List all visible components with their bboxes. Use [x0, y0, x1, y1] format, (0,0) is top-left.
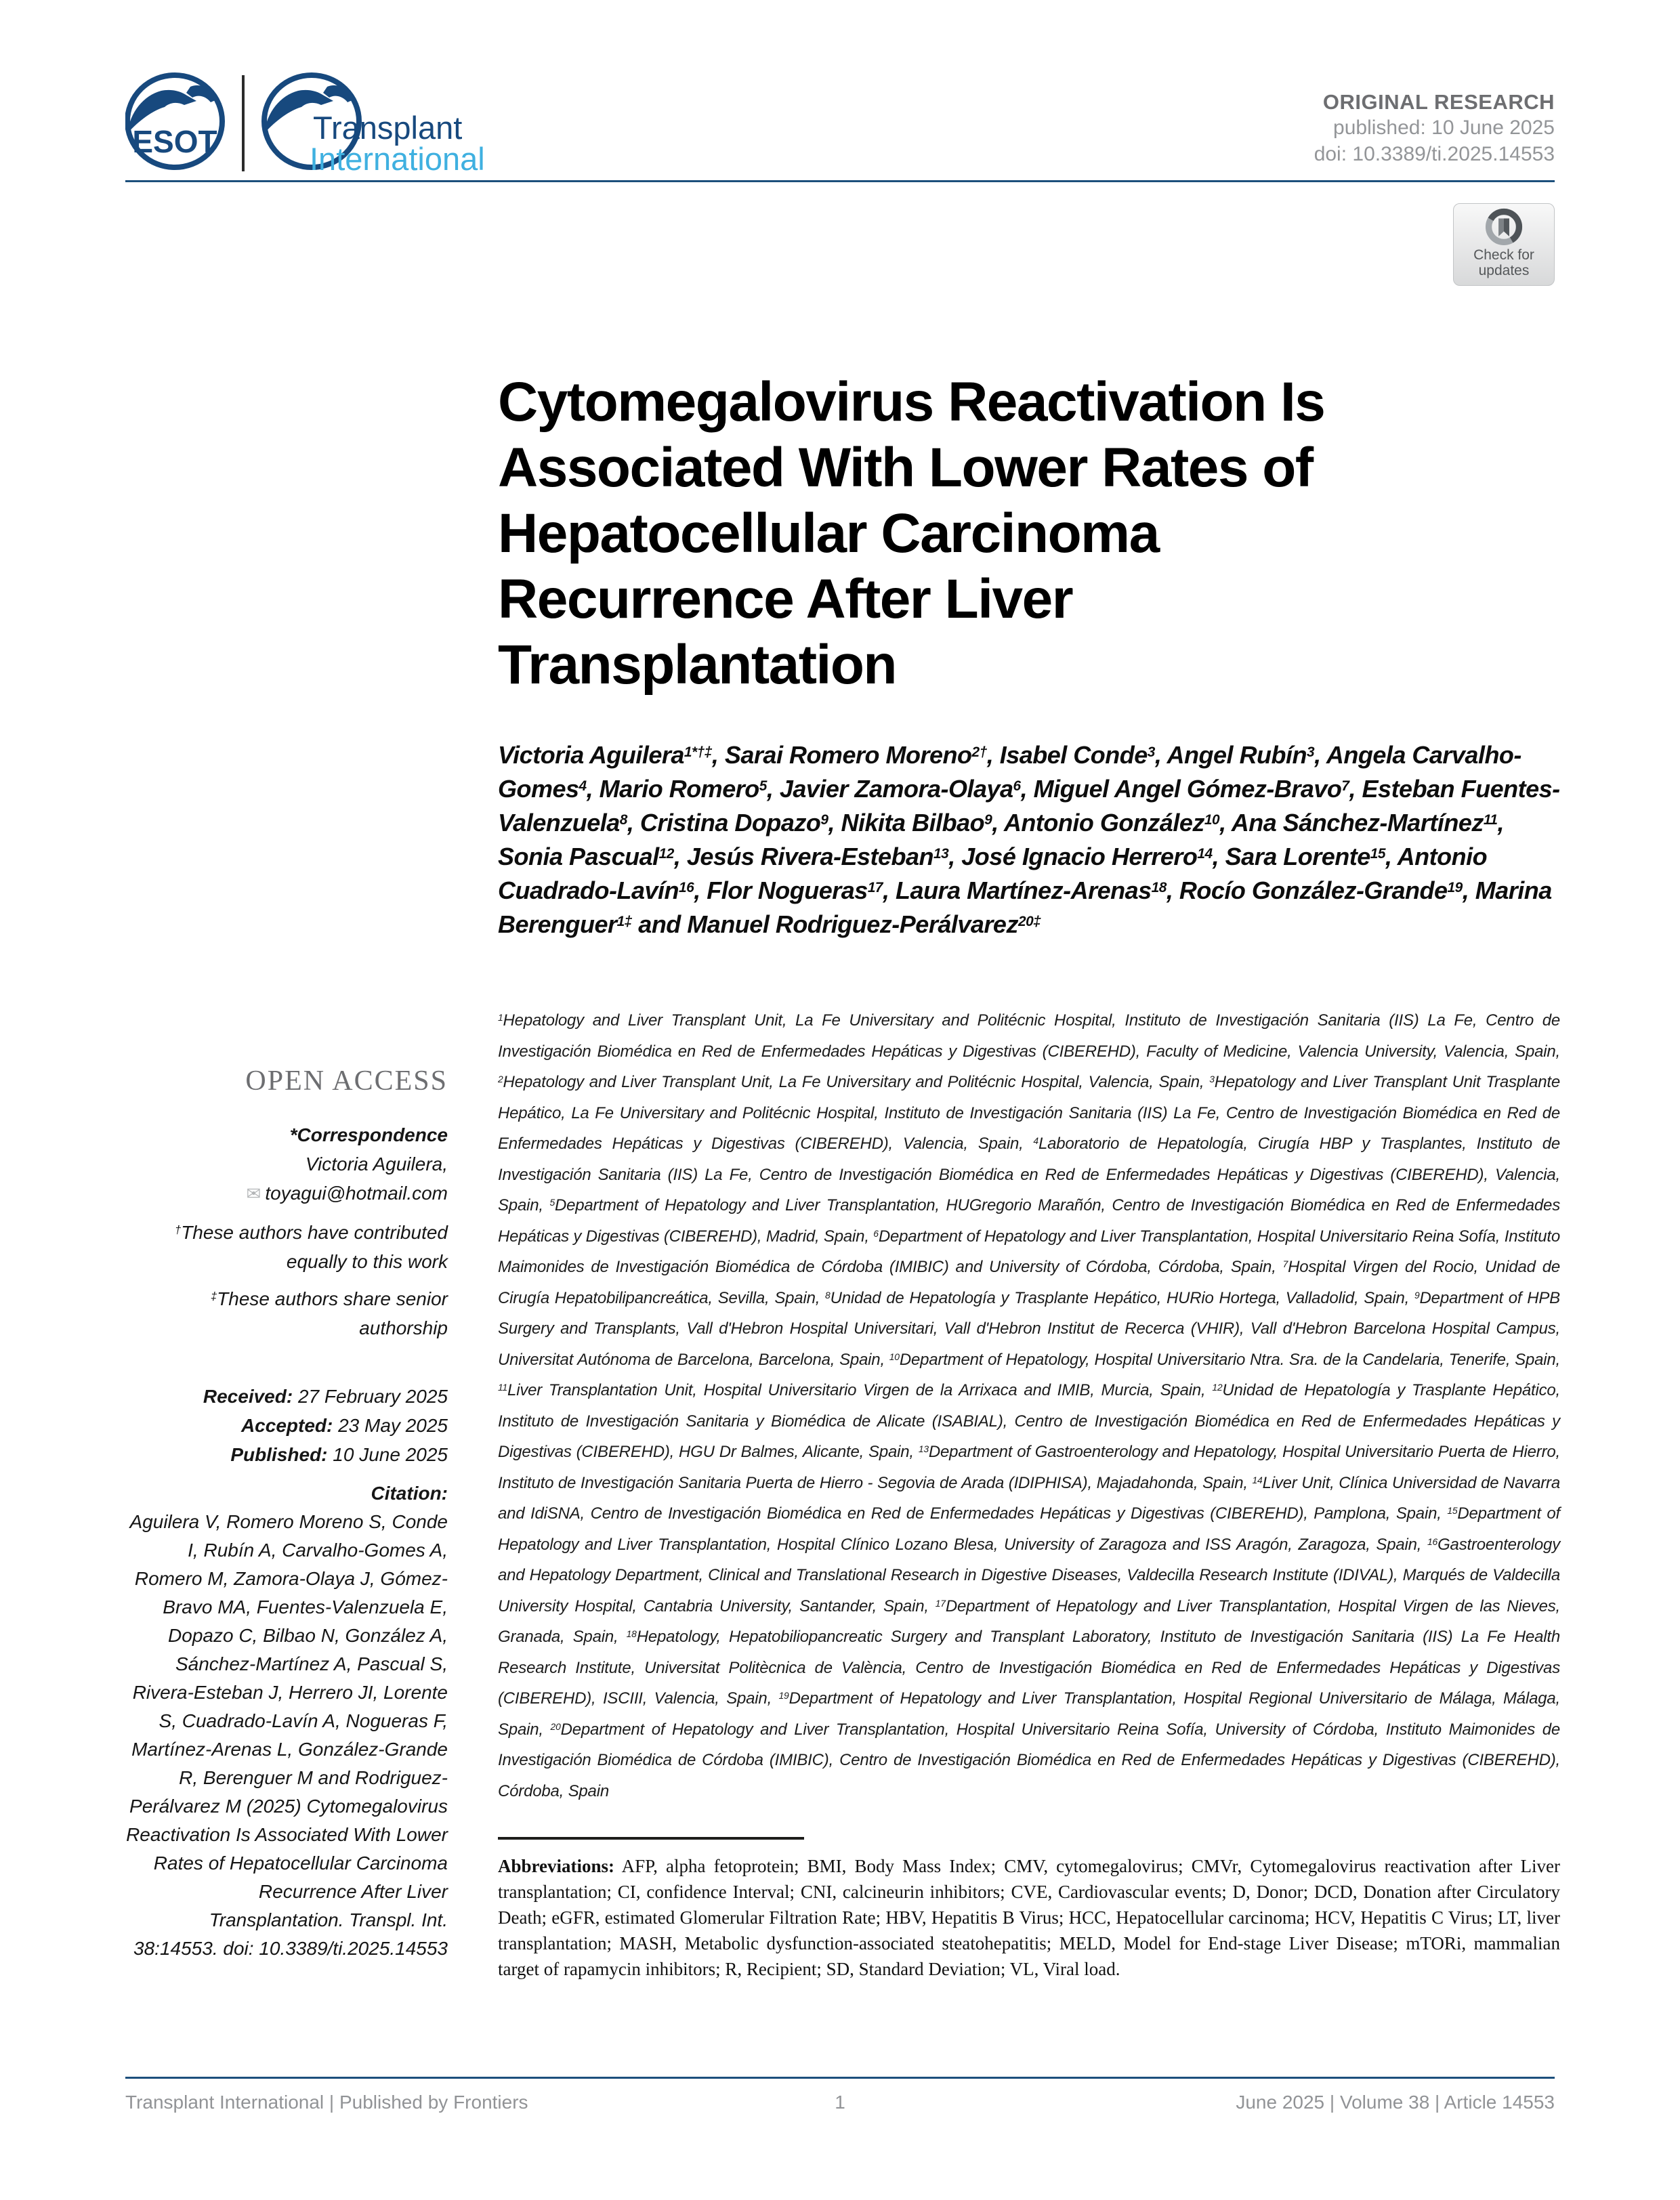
- correspondence-name: Victoria Aguilera,: [305, 1154, 448, 1175]
- article-type-label: ORIGINAL RESEARCH: [1322, 90, 1555, 114]
- check-for-updates-badge[interactable]: [1453, 203, 1555, 286]
- article-title: Cytomegalovirus Reactivation Is Associated With Lower Rates of Hepatocellular Carcinoma Recurrence After Liver Transplantation: [498, 371, 1325, 696]
- check-updates-label: Check for updates: [1473, 247, 1534, 278]
- page-number: 1: [835, 2092, 845, 2113]
- footer-journal: Transplant International | Published by Frontiers: [125, 2092, 528, 2113]
- history-dates-block: [125, 1382, 448, 1469]
- footnote-rule: [498, 1837, 804, 1840]
- senior-authorship-note: ‡These authors share senior authorship: [211, 1288, 448, 1338]
- abbreviations-block: [498, 1837, 1560, 1982]
- citation-text: Aguilera V, Romero Moreno S, Conde I, Rubín A, Carvalho-Gomes A, Romero M, Zamora-Olaya J, Gómez-Bravo MA, Fuentes-Valenzuela E, Dopazo C, Bilbao N, González A, Sánchez-Martínez A, Pascual S, Rivera-Esteban J, Herrero JI, Lorente S, Cuadrado-Lavín A, Nogueras F, Martínez-Arenas L, González-Grande R, Berenguer M and Rodriguez-Perálvarez M (2025) Cytomegalovirus Reactivation Is Associated With Lower Rates of Hepatocellular Carcinoma Recurrence After Liver Transplantation. Transpl. Int. 38:14553. doi: 10.3389/ti.2025.14553: [126, 1511, 448, 1959]
- article-meta-block: [1314, 90, 1555, 167]
- published-date-side: Published: 10 June 2025: [230, 1444, 448, 1465]
- open-access-label: OPEN ACCESS: [245, 1065, 448, 1097]
- correspondence-email[interactable]: toyagui@hotmail.com: [265, 1183, 448, 1204]
- doi-text: doi: 10.3389/ti.2025.14553: [1314, 143, 1555, 165]
- footer-rule: [125, 2077, 1555, 2079]
- citation-block: [125, 1479, 448, 1963]
- journal-name-line1: Transplant: [313, 110, 463, 146]
- affiliations: $^1$Hepatology and Liver Transplant Unit, La Fe Universitary and Politécnic Hospital, Instituto de Investigación Sanitaria (IIS) La Fe, Centro de Investigación Biomédica en Red de Enfermedades Hepáticas y Digestivas (CIBEREHD), Faculty of Medicine, Valencia University, Valencia, Spain, $^2$Hepatology and Liver Transplant Unit, La Fe Universitary and Politécnic Hospital, Valencia, Spain, $^3$Hepatology and Liver Transplant Unit Trasplante Hepático, La Fe Universitary and Politécnic Hospital, Instituto de Investigación Sanitaria (IIS) La Fe, Centro de Investigación Biomédica en Red de Enfermedades Hepáticas y Digestivas (CIBEREHD), Valencia, Spain, $^4$Laboratorio de Hepatología, Cirugía HBP y Trasplantes, Instituto de Investigación Sanitaria (IIS) La Fe, Centro de Investigación Biomédica en Red de Enfermedades Hepáticas y Digestivas (CIBEREHD), Valencia, Spain, $^5$Department of Hepatology and Liver Transplantation, HUGregorio Marañón, Centro de Investigación Biomédica en Red de Enfermedades Hepáticas y Digestivas (CIBEREHD), Madrid, Spain, $^6$Department of Hepatology and Liver Transplantation, Hospital Universitario Reina Sofía, Instituto Maimonides de Investigación Biomédica de Córdoba (IMIBIC) and University of Córdoba, Córdoba, Spain, $^7$Hospital Virgen del Rocio, Unidad de Cirugía Hepatobilipancreática, Sevilla, Spain, $^8$Unidad de Hepatología y Trasplante Hepático, HURio Hortega, Valladolid, Spain, $^9$Department of HPB Surgery and Transplants, Vall d'Hebron Hospital Universitari, Vall d'Hebron Institut de Recerca (VHIR), Vall d'Hebron Barcelona Hospital Campus, Universitat Autónoma de Barcelona, Barcelona, Spain, $^{10}$Department of Hepatology, Hospital Universitario Ntra. Sra. de la Candelaria, Tenerife, Spain, $^{11}$Liver Transplantation Unit, Hospital Universitario Virgen de la Arrixaca and IMIB, Murcia, Spain, $^{12}$Unidad de Hepatología y Trasplante Hepático, Instituto de Investigación Sanitaria y Biomédica de Alicate (ISABIAL), Centro de Investigación Biomédica en Red de Enfermedades Hepáticas y Digestivas (CIBEREHD), HGU Dr Balmes, Alicante, Spain, $^{13}$Department of Gastroenterology and Hepatology, Hospital Universitario Puerta de Hierro, Instituto de Investigación Sanitaria Puerta de Hierro - Segovia de Arada (IDIPHISA), Majadahonda, Spain, $^{14}$Liver Unit, Clínica Universidad de Navarra and IdiSNA, Centro de Investigación Biomédica en Red de Enfermedades Hepáticas y Digestivas (CIBEREHD), Pamplona, Spain, $^{15}$Department of Hepatology and Liver Transplantation, Hospital Clínico Lozano Blesa, University of Zaragoza and ISS Aragón, Zaragoza, Spain, $^{16}$Gastroenterology and Hepatology Department, Clinical and Translational Research in Digestive Diseases, Valdecilla Research Institute (IDIVAL), Marqués de Valdecilla University Hospital, Cantabria University, Santander, Spain, $^{17}$Department of Hepatology and Liver Transplantation, Hospital Virgen de las Nieves, Granada, Spain, $^{18}$Hepatology, Hepatobiliopancreatic Surgery and Transplant Laboratory, Instituto de Investigación Sanitaria (IIS) La Fe Health Research Institute, Universitat Politècnica de València, Centro de Investigación Biomédica en Red de Enfermedades Hepáticas y Digestivas (CIBEREHD), ISCIII, Valencia, Spain, $^{19}$Department of Hepatology and Liver Transplantation, Hospital Regional Universitario de Málaga, Málaga, Spain, $^{20}$Department of Hepatology and Liver Transplantation, Hospital Universitario Reina Sofía, University of Córdoba, Instituto Maimonides de Investigación Biomédica de Córdoba (IMIBIC), Centro de Investigación Biomédica en Red de Enfermedades Hepáticas y Digestivas (CIBEREHD), Córdoba, Spain: [498, 1011, 1561, 1800]
- published-date: published: 10 June 2025: [1333, 117, 1555, 139]
- equal-contribution-note: †These authors have contributed equally to this work: [175, 1222, 448, 1272]
- accepted-date: Accepted: 23 May 2025: [240, 1415, 448, 1436]
- footer-issue: June 2025 | Volume 38 | Article 14553: [1236, 2092, 1555, 2113]
- esot-transplant-international-logo: [125, 70, 600, 177]
- correspondence-label: *Correspondence: [289, 1124, 448, 1145]
- journal-logo: [125, 70, 600, 180]
- journal-name-line2: International: [310, 141, 485, 177]
- citation-label: Citation:: [371, 1483, 448, 1504]
- check-updates-icon: [1484, 207, 1524, 247]
- abbreviations-text: AFP, alpha fetoprotein; BMI, Body Mass Index; CMV, cytomegalovirus; CMVr, Cytomegalovirus reactivation after Liver transplantation; CI, confidence Interval; CNI, calcineurin inhibitors; CVE, Cardiovascular events; D, Donor; DCD, Donation after Circulatory Death; eGFR, estimated Glomerular Filtration Rate; HBV, Hepatitis B Virus; HCC, Hepatocellular carcinoma; HCV, Hepatitis C Virus; LT, liver transplantation; MASH, Metabolic dysfunction-associated steatohepatitis; MELD, Model for End-stage Liver Disease; mTORi, mammalian target of rapamycin inhibitors; R, Recipient; SD, Standard Deviation; VL, Viral load.: [498, 1856, 1560, 1979]
- esot-wordmark: ESOT: [132, 124, 217, 159]
- abbreviations-label: Abbreviations:: [498, 1856, 615, 1876]
- author-list: Victoria Aguilera$^{1*\dagger\ddagger}$, Sarai Romero Moreno$^{2\dagger}$, Isabel Conde$^3$, Angel Rubín$^3$, Angela Carvalho-Gomes$^4$, Mario Romero$^5$, Javier Zamora-Olaya$^6$, Miguel Angel Gómez-Bravo$^7$, Esteban Fuentes-Valenzuela$^8$, Cristina Dopazo$^9$, Nikita Bilbao$^9$, Antonio González$^{10}$, Ana Sánchez-Martínez$^{11}$, Sonia Pascual$^{12}$, Jesús Rivera-Esteban$^{13}$, José Ignacio Herrero$^{14}$, Sara Lorente$^{15}$, Antonio Cuadrado-Lavín$^{16}$, Flor Nogueras$^{17}$, Laura Martínez-Arenas$^{18}$, Rocío González-Grande$^{19}$, Marina Berenguer$^{1\ddagger}$ and Manuel Rodriguez-Perálvarez$^{20\ddagger}$: [498, 741, 1560, 938]
- email-icon: ✉: [246, 1183, 261, 1204]
- correspondence-block: [125, 1120, 448, 1208]
- header-rule: [125, 180, 1555, 182]
- received-date: Received: 27 February 2025: [203, 1386, 448, 1407]
